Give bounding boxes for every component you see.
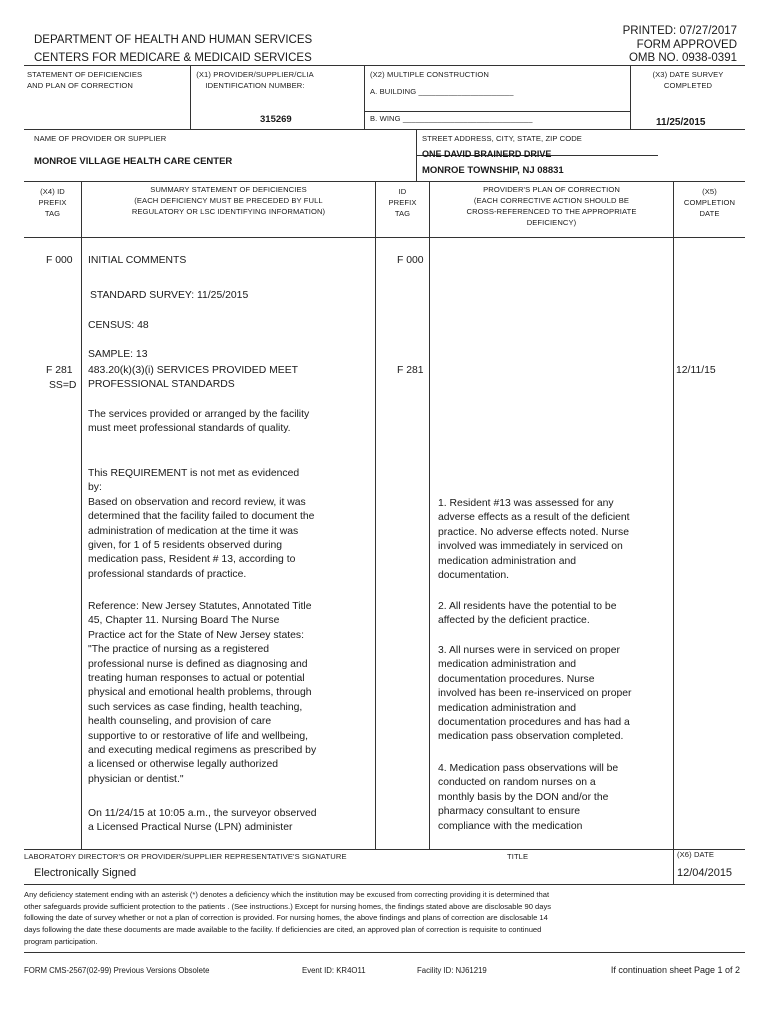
reference-paragraph: Reference: New Jersey Statutes, Annotated Title 45, Chapter 11. Nursing Board The Nurse Practice act for the State of New Jersey states: "The practice of nursing as a registered professional nurse is defined as diagnosing and treating human responses to actual or potential physical and emotional health problems, through such services as case finding, health teaching, health counseling, and provision of care supportive to or restorative of life and wellbeing, and executing medical regimens as prescribed by a licensed or otherwise legally authorized physician or dentist." (88, 601, 317, 785)
building-label: A. BUILDING ______________________ (370, 87, 514, 96)
wing-label: B. WING ______________________________ (370, 114, 533, 123)
printed-date: PRINTED: 07/27/2017 (622, 25, 737, 37)
signature-top-rule (24, 849, 745, 850)
x3-label: (X3) DATE SURVEY COMPLETED (652, 70, 724, 90)
id-tag-f000: F 000 (397, 255, 424, 266)
plan-item-4: 4. Medication pass observations will be conducted on random nurses on a monthly basis by the DON and/or the pharmacy consultant to ensure compliance with the medication (438, 763, 619, 832)
facility-id: Facility ID: NJ61219 (417, 966, 487, 975)
header-mid-rule (24, 129, 745, 130)
event-id: Event ID: KR4O11 (302, 966, 366, 975)
requirement-paragraph: This REQUIREMENT is not met as evidenced by: Based on observation and record review, it was determined that the facility failed to document the administration of medication at the time it was given, for 1 of 5 residents observed during medication pass, Resident # 13, according to professional standards of practice. (88, 468, 315, 580)
title-label: TITLE (507, 852, 529, 861)
disclaimer-bottom-rule (24, 952, 745, 953)
plan-item-3: 3. All nurses were in serviced on proper medication administration and documentation procedures. Nurse involved has been re-inserviced on proper medication administration and documentation procedures and has had a medication pass observation completed. (438, 645, 632, 743)
column-header-rule (24, 237, 745, 238)
omb-number: OMB NO. 0938-0391 (628, 52, 737, 64)
centers-title: CENTERS FOR MEDICARE & MEDICAID SERVICES (34, 52, 312, 64)
statement-label: STATEMENT OF DEFICIENCIES AND PLAN OF CORRECTION (27, 70, 143, 90)
divider-col-summary (375, 181, 376, 849)
x1-value: 315269 (260, 114, 292, 125)
initial-comments: INITIAL COMMENTS (88, 255, 187, 266)
divider-col-tag (81, 181, 82, 849)
divider-address (416, 129, 417, 181)
address-line2: MONROE TOWNSHIP, NJ 08831 (422, 165, 564, 176)
col-header-x4: (X4) ID PREFIX TAG (38, 187, 67, 218)
col-header-summary: SUMMARY STATEMENT OF DEFICIENCIES (EACH DEFICIENCY MUST BE PRECEDED BY FULL REGULATORY OR LSC IDENTIFYING INFORMATION) (131, 185, 326, 216)
tag-f000: F 000 (46, 255, 73, 266)
x1-label: (X1) PROVIDER/SUPPLIER/CLIA IDENTIFICATION NUMBER: (196, 70, 314, 90)
observed-paragraph: On 11/24/15 at 10:05 a.m., the surveyor observed a Licensed Practical Nurse (LPN) administer (88, 808, 317, 834)
divider-x2 (364, 65, 365, 129)
address-label: STREET ADDRESS, CITY, STATE, ZIP CODE (422, 134, 582, 143)
col-header-plan: PROVIDER'S PLAN OF CORRECTION (EACH CORRECTIVE ACTION SHOULD BE CROSS-REFERENCED TO THE APPROPRIATE DEFICIENCY) (466, 185, 637, 227)
x6-date-label: (X6) DATE (677, 850, 715, 859)
provider-name: MONROE VILLAGE HEALTH CARE CENTER (34, 156, 233, 167)
col-header-x5: (X5) COMPLETION DATE (683, 187, 736, 218)
signature-value: Electronically Signed (34, 867, 137, 879)
col-header-id: ID PREFIX TAG (388, 187, 417, 218)
page-indicator: If continuation sheet Page 1 of 2 (610, 965, 740, 975)
tag-f281-scope: SS=D (49, 380, 77, 391)
census: CENSUS: 48 (88, 320, 149, 331)
completion-date: 12/11/15 (676, 365, 716, 376)
header-bottom-rule (24, 181, 745, 182)
disclaimer: Any deficiency statement ending with an asterisk (*) denotes a deficiency which the institution may be excused from correcting providing it is determined that other safeguards provide sufficient protection to the patients . (See instructions.) Except for nursing homes, the findings stated above are disclosable 90 days following the date of survey whether or not a plan of correction is provided. For nursing homes, the above findings and plans of correction are disclosable 14 days following the date these documents are made available to the facility. If deficiencies are cited, an approved plan of correction is requisite to continued program participation. (24, 890, 552, 946)
services-paragraph: The services provided or arranged by the facility must meet professional standards of quality. (88, 409, 310, 435)
signature-label: LABORATORY DIRECTOR'S OR PROVIDER/SUPPLIER REPRESENTATIVE'S SIGNATURE (24, 852, 347, 861)
regulation-title: 483.20(k)(3)(i) SERVICES PROVIDED MEET PROFESSIONAL STANDARDS (88, 365, 298, 391)
building-wing-rule (364, 111, 630, 112)
sample: SAMPLE: 13 (88, 349, 148, 360)
provider-label: NAME OF PROVIDER OR SUPPLIER (34, 134, 167, 143)
tag-f281: F 281 (46, 365, 73, 376)
id-tag-f281: F 281 (397, 365, 424, 376)
form-id: FORM CMS-2567(02-99) Previous Versions Obsolete (24, 966, 210, 975)
plan-item-2: 2. All residents have the potential to be affected by the deficient practice. (438, 601, 617, 627)
divider-date (673, 849, 674, 884)
divider-col-id (429, 181, 430, 849)
x2-label: (X2) MULTIPLE CONSTRUCTION (370, 70, 489, 79)
signature-bottom-rule (24, 884, 745, 885)
header-top-rule (24, 65, 745, 66)
address-line1: ONE DAVID BRAINERD DRIVE (422, 149, 552, 159)
department-title: DEPARTMENT OF HEALTH AND HUMAN SERVICES (34, 34, 313, 46)
standard-survey: STANDARD SURVEY: 11/25/2015 (90, 290, 249, 301)
form-approved: FORM APPROVED (636, 39, 737, 51)
x3-value: 11/25/2015 (656, 117, 706, 128)
plan-item-1: 1. Resident #13 was assessed for any adverse effects as a result of the deficient practice. No adverse effects noted. Nurse involved was immediately in serviced on medication administration and documentation. (438, 498, 630, 582)
signature-date: 12/04/2015 (677, 867, 733, 879)
divider-col-plan (673, 181, 674, 849)
